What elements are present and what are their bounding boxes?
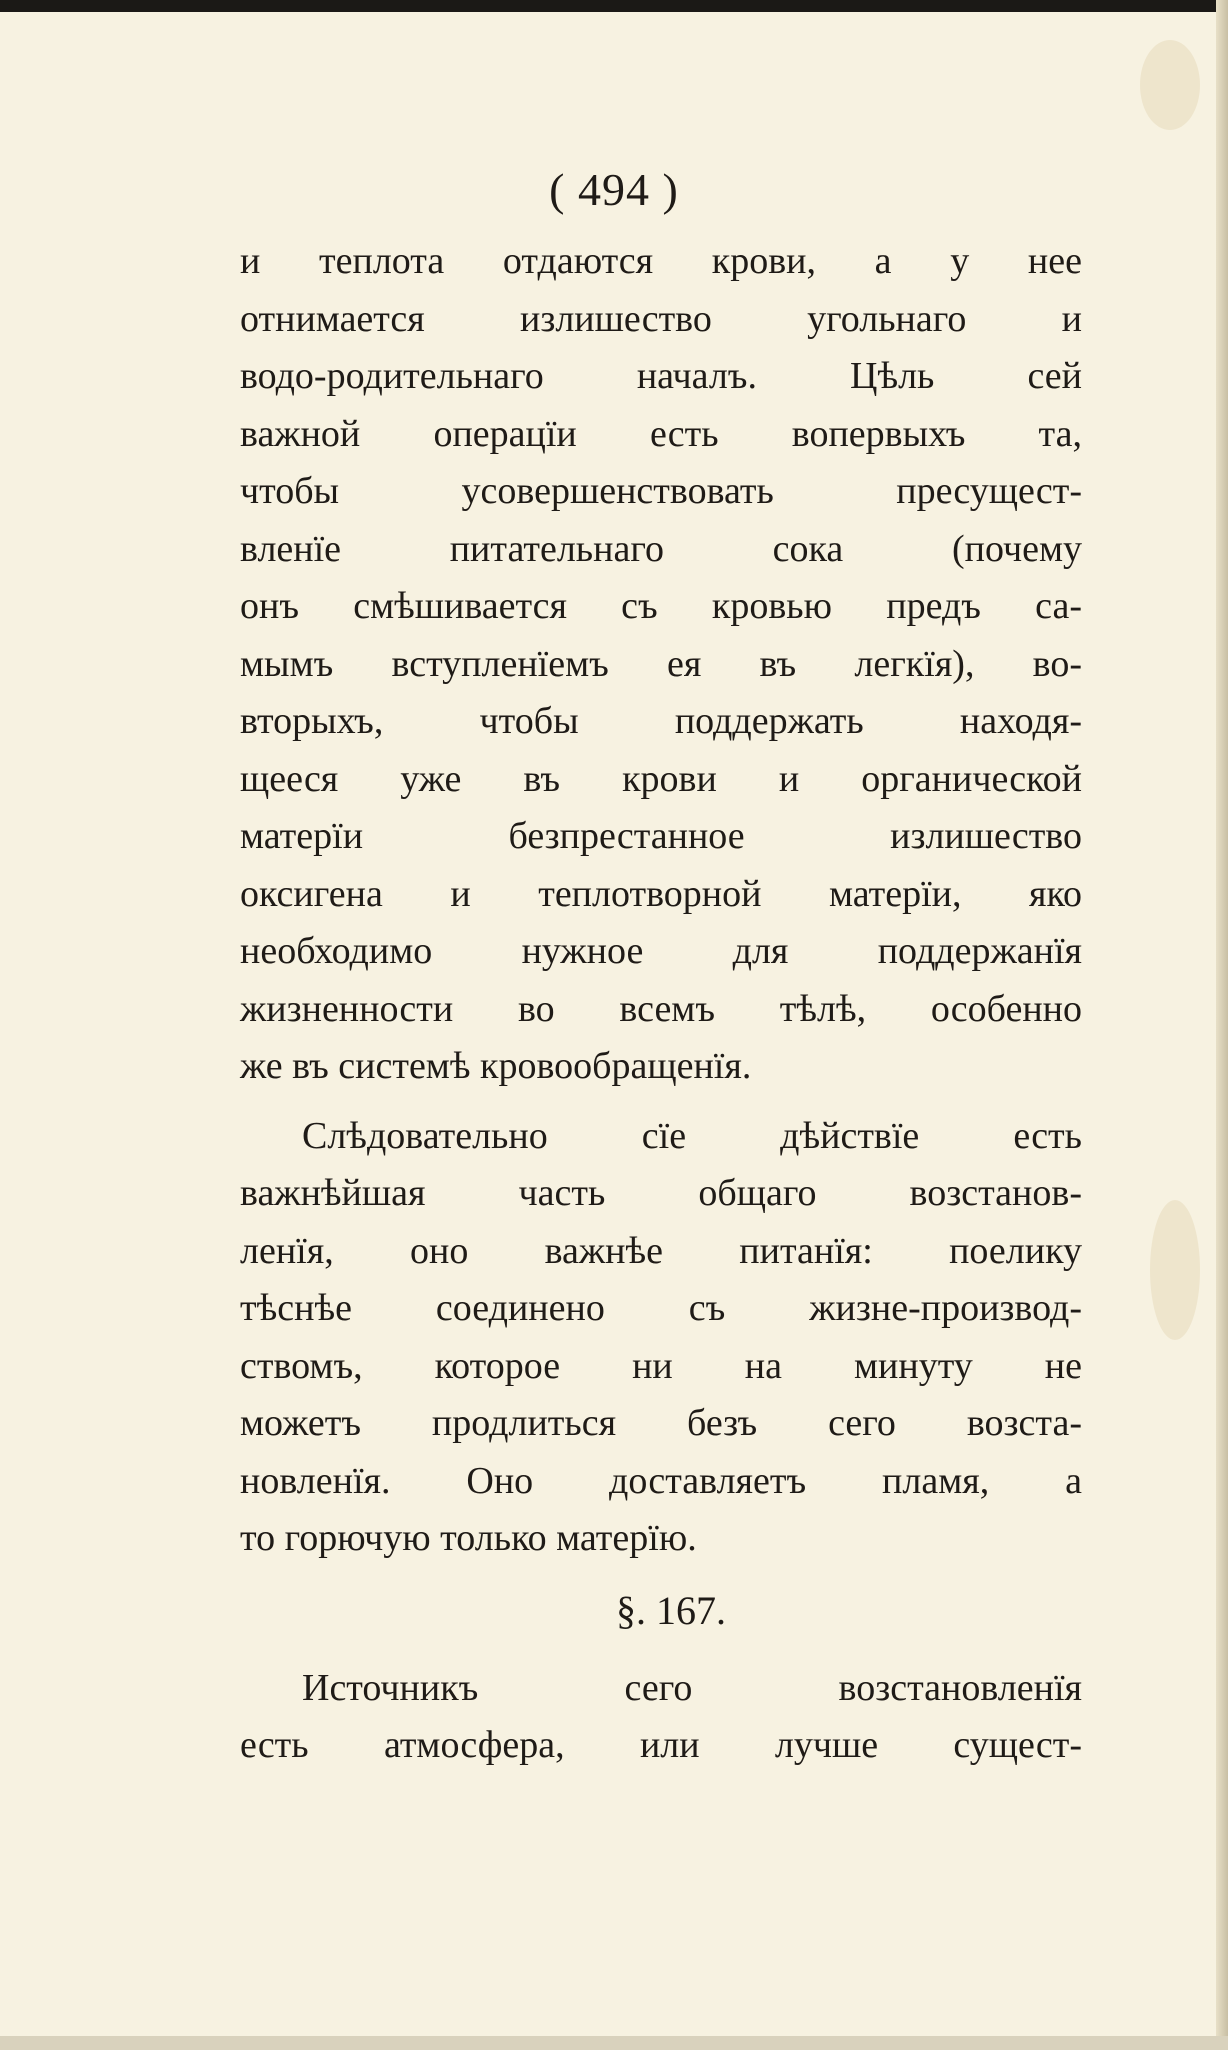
text-line: же въ системѣ кровообращенїя. bbox=[240, 1045, 752, 1087]
text-line: необходимо нужное для поддержанїя bbox=[240, 930, 1082, 972]
text-line: Источникъ сего возстановленїя bbox=[302, 1666, 1082, 1709]
text-line: важнѣйшая часть общаго возстанов- bbox=[240, 1172, 1082, 1214]
text-line: мымъ вступленїемъ ея въ легкїя), во- bbox=[240, 642, 1082, 685]
text-line: щееся уже въ крови и органической bbox=[240, 757, 1082, 800]
text-line: водо-родительнаго началъ. Цѣль сей bbox=[240, 355, 1082, 397]
paper-stain bbox=[1140, 40, 1200, 130]
text-line: ленїя, оно важнѣе питанїя: поелику bbox=[240, 1229, 1082, 1272]
text-line: новленїя. Оно доставляетъ пламя, а bbox=[240, 1459, 1082, 1502]
text-line: отнимается излишество угольнаго и bbox=[240, 297, 1082, 340]
text-line: чтобы усовершенствовать пресущест- bbox=[240, 470, 1082, 512]
text-line: вленїе питательнаго сока (почему bbox=[240, 527, 1082, 570]
text-line: онъ смѣшивается съ кровью предъ са- bbox=[240, 585, 1082, 627]
paragraph-1 bbox=[240, 233, 1082, 1096]
text-line: ствомъ, которое ни на минуту не bbox=[240, 1344, 1082, 1387]
body-text bbox=[240, 233, 1082, 1775]
text-line: и теплота отдаются крови, а у нее bbox=[240, 240, 1082, 282]
section-heading: §. 167. bbox=[616, 1587, 726, 1633]
page-number: ( 494 ) bbox=[549, 164, 679, 215]
text-line: оксигена и теплотворной матерїи, яко bbox=[240, 872, 1082, 915]
text-line: можетъ продлиться безъ сего возста- bbox=[240, 1402, 1082, 1444]
page-bottom-edge bbox=[0, 2036, 1228, 2050]
page-right-edge bbox=[1216, 0, 1228, 2050]
paragraph-2 bbox=[240, 1108, 1082, 1568]
text-line: матерїи безпрестанное излишество bbox=[240, 815, 1082, 857]
page-top-edge bbox=[0, 0, 1228, 12]
text-line: важной операцїи есть вопервыхъ та, bbox=[240, 412, 1082, 455]
text-line: есть атмосфера, или лучше сущест- bbox=[240, 1724, 1082, 1766]
paragraph-3 bbox=[240, 1660, 1082, 1775]
text-line: Слѣдовательно сїе дѣйствїе есть bbox=[302, 1114, 1082, 1157]
text-line: вторыхъ, чтобы поддержать находя- bbox=[240, 700, 1082, 742]
paragraph-spacer bbox=[240, 1096, 1082, 1108]
text-line: жизненности во всемъ тѣлѣ, особенно bbox=[240, 987, 1082, 1030]
paper-stain bbox=[1150, 1200, 1200, 1340]
text-line: тѣснѣе соединено съ жизне-производ- bbox=[240, 1287, 1082, 1329]
text-line: то горючую только матерїю. bbox=[240, 1517, 697, 1559]
